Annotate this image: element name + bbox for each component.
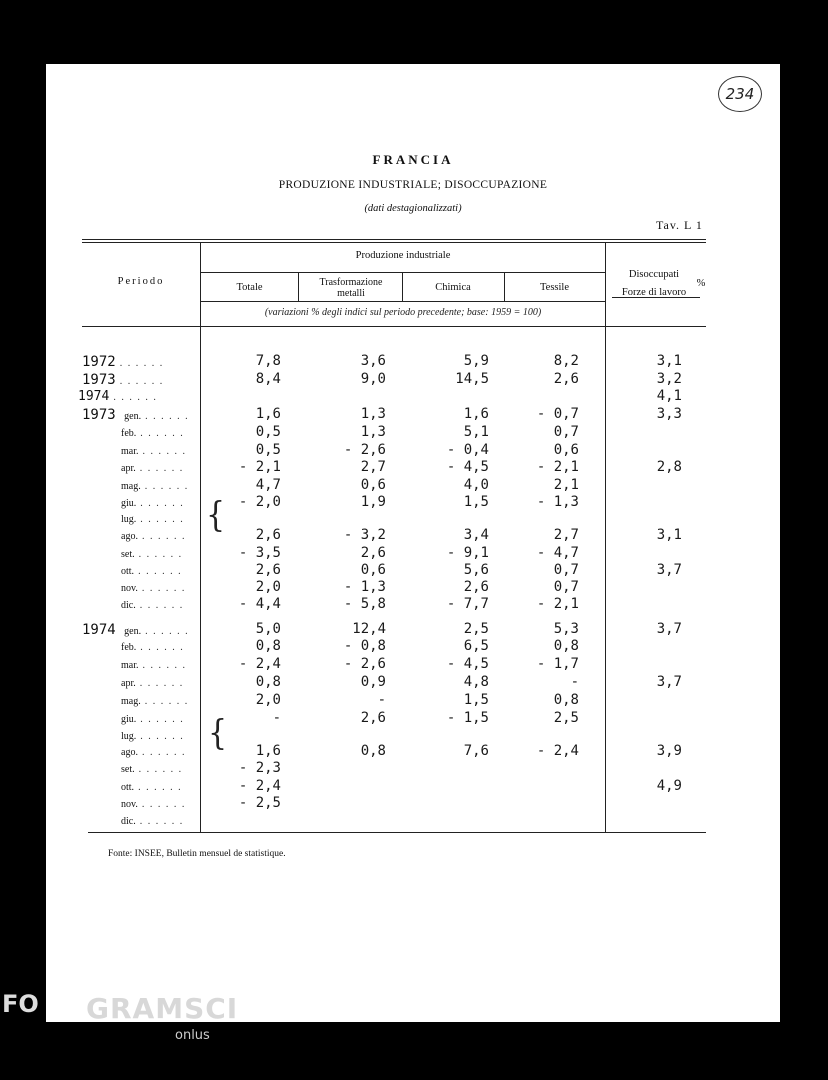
cell-trasf: 0,9 bbox=[360, 674, 386, 690]
row-year: 1972 bbox=[82, 354, 116, 370]
cell-trasf: 0,6 bbox=[360, 562, 386, 578]
row-month: feb. bbox=[121, 642, 137, 653]
cell-totale: - 2,1 bbox=[238, 459, 281, 475]
brace-1973-lug-ago: { bbox=[206, 495, 226, 536]
cell-tessile: - 2,1 bbox=[536, 459, 579, 475]
cell-disocc: 3,7 bbox=[656, 674, 682, 690]
cell-tessile: - 4,7 bbox=[536, 545, 579, 561]
cell-trasf: 2,7 bbox=[360, 459, 386, 475]
row-label bbox=[121, 799, 186, 810]
leader-dots: . . . . . . bbox=[109, 392, 158, 403]
row-label bbox=[78, 389, 157, 404]
leader-dots: . . . . . . bbox=[140, 696, 189, 707]
cell-totale: - 3,5 bbox=[238, 545, 281, 561]
cell-tessile: 8,2 bbox=[553, 353, 579, 369]
leader-dots: . . . . . . bbox=[141, 626, 190, 637]
row-month: giu. bbox=[121, 714, 137, 725]
cell-chimica: 2,5 bbox=[463, 621, 489, 637]
leader-dots: . . . . . . bbox=[136, 428, 185, 439]
col-divider-period bbox=[200, 242, 201, 832]
row-year: 1974 bbox=[82, 622, 125, 638]
row-label bbox=[121, 764, 183, 775]
row-label bbox=[121, 566, 182, 577]
cell-trasf: 1,3 bbox=[360, 424, 386, 440]
cell-chimica: 5,6 bbox=[463, 562, 489, 578]
cell-totale: 4,7 bbox=[255, 477, 281, 493]
cell-trasf: - bbox=[377, 692, 386, 708]
header-totale: Totale bbox=[236, 282, 263, 293]
header-periodo: Periodo bbox=[117, 276, 165, 287]
row-label bbox=[121, 678, 184, 689]
cell-trasf: 9,0 bbox=[360, 371, 386, 387]
row-month: apr. bbox=[121, 463, 136, 474]
row-label bbox=[121, 816, 184, 827]
row-label bbox=[121, 531, 186, 542]
row-month: set. bbox=[121, 764, 135, 775]
cell-chimica: 6,5 bbox=[463, 638, 489, 654]
top-rule bbox=[82, 239, 706, 240]
row-month: nov. bbox=[121, 799, 138, 810]
cell-chimica: 1,5 bbox=[463, 494, 489, 510]
leader-dots: . . . . . . bbox=[115, 358, 164, 369]
cell-trasf: 1,3 bbox=[360, 406, 386, 422]
leader-dots: . . . . . . bbox=[138, 446, 187, 457]
cell-totale: 2,6 bbox=[255, 562, 281, 578]
leader-dots: . . . . . . bbox=[138, 660, 187, 671]
cell-disocc: 4,1 bbox=[656, 388, 682, 404]
cell-chimica: 5,9 bbox=[463, 353, 489, 369]
country-title: FRANCIA bbox=[372, 152, 454, 167]
cell-chimica: - 0,4 bbox=[446, 442, 489, 458]
row-label bbox=[121, 498, 184, 509]
cell-totale: - 2,5 bbox=[238, 795, 281, 811]
row-month: mar. bbox=[121, 446, 139, 457]
cell-chimica: - 7,7 bbox=[446, 596, 489, 612]
row-month: lug. bbox=[121, 514, 137, 525]
cell-trasf: - 2,6 bbox=[343, 656, 386, 672]
cell-totale: - 2,4 bbox=[238, 778, 281, 794]
watermark-fo: FO bbox=[2, 990, 39, 1018]
cell-disocc: 3,1 bbox=[656, 527, 682, 543]
row-month: dic. bbox=[121, 816, 136, 827]
cell-tessile: 0,8 bbox=[553, 638, 579, 654]
variazioni-note: (variazioni % degli indici sul periodo precedente; base: 1959 = 100) bbox=[264, 307, 542, 318]
row-label bbox=[121, 549, 183, 560]
leader-dots: . . . . . . bbox=[135, 678, 184, 689]
cell-disocc: 3,7 bbox=[656, 562, 682, 578]
row-label bbox=[121, 481, 189, 492]
row-year: 1973 bbox=[82, 407, 125, 423]
cell-chimica: - 9,1 bbox=[446, 545, 489, 561]
cell-totale: 8,4 bbox=[255, 371, 281, 387]
cell-chimica: - 4,5 bbox=[446, 459, 489, 475]
row-label bbox=[121, 782, 182, 793]
cell-disocc: 3,3 bbox=[656, 406, 682, 422]
leader-dots: . . . . . . bbox=[134, 549, 183, 560]
cell-tessile: - bbox=[570, 674, 579, 690]
cell-totale: 0,5 bbox=[255, 424, 281, 440]
cell-tessile: 5,3 bbox=[553, 621, 579, 637]
row-label bbox=[121, 446, 187, 457]
row-month: gen. bbox=[124, 411, 142, 422]
leader-dots: . . . . . . bbox=[136, 498, 185, 509]
document-page bbox=[46, 64, 780, 1022]
leader-dots: . . . . . . bbox=[137, 583, 186, 594]
cell-disocc: 3,9 bbox=[656, 743, 682, 759]
cell-trasf: - 2,6 bbox=[343, 442, 386, 458]
row-month: mag. bbox=[121, 481, 141, 492]
row-month: gen. bbox=[124, 626, 142, 637]
cell-trasf: 1,9 bbox=[360, 494, 386, 510]
cell-totale: - 2,4 bbox=[238, 656, 281, 672]
row-month: apr. bbox=[121, 678, 136, 689]
cell-trasf: 3,6 bbox=[360, 353, 386, 369]
header-forze: Forze di lavoro bbox=[621, 287, 687, 298]
cell-chimica: 3,4 bbox=[463, 527, 489, 543]
leader-dots: . . . . . . bbox=[115, 376, 164, 387]
cell-tessile: 0,7 bbox=[553, 579, 579, 595]
row-label bbox=[121, 600, 184, 611]
row-year: 1973 bbox=[82, 372, 116, 388]
leader-dots: . . . . . . bbox=[135, 816, 184, 827]
source-note: Fonte: INSEE, Bulletin mensuel de statistique. bbox=[108, 849, 286, 859]
cell-chimica: 4,0 bbox=[463, 477, 489, 493]
header-chimica: Chimica bbox=[435, 282, 471, 293]
header-bottom-rule bbox=[82, 326, 706, 327]
leader-dots: . . . . . . bbox=[134, 782, 183, 793]
leader-dots: . . . . . . bbox=[135, 600, 184, 611]
row-label bbox=[82, 372, 164, 388]
row-month: ago. bbox=[121, 747, 138, 758]
cell-disocc: 2,8 bbox=[656, 459, 682, 475]
cell-trasf: 2,6 bbox=[360, 710, 386, 726]
row-label bbox=[82, 354, 164, 370]
cell-totale: 2,0 bbox=[255, 692, 281, 708]
cell-chimica: 1,5 bbox=[463, 692, 489, 708]
cell-chimica: - 4,5 bbox=[446, 656, 489, 672]
bottom-rule bbox=[88, 832, 706, 833]
leader-dots: . . . . . . bbox=[137, 747, 186, 758]
cell-tessile: 0,7 bbox=[553, 562, 579, 578]
row-label bbox=[121, 714, 184, 725]
row-month: lug. bbox=[121, 731, 137, 742]
row-label bbox=[82, 407, 189, 423]
header-produzione: Produzione industriale bbox=[355, 250, 451, 261]
row-label bbox=[121, 583, 186, 594]
cell-totale: 5,0 bbox=[255, 621, 281, 637]
cell-totale: - 2,3 bbox=[238, 760, 281, 776]
seasonal-note: (dati destagionalizzati) bbox=[364, 203, 462, 214]
row-month: mag. bbox=[121, 696, 141, 707]
cell-trasf: 12,4 bbox=[352, 621, 386, 637]
row-month: set. bbox=[121, 549, 135, 560]
header-trasformazione: Trasformazione metalli bbox=[319, 277, 383, 299]
leader-dots: . . . . . . bbox=[141, 411, 190, 422]
row-label bbox=[82, 622, 189, 638]
row-month: ago. bbox=[121, 531, 138, 542]
cell-totale: 0,8 bbox=[255, 638, 281, 654]
cell-totale: 1,6 bbox=[255, 406, 281, 422]
row-label bbox=[121, 514, 184, 525]
header-tessile: Tessile bbox=[539, 282, 569, 293]
leader-dots: . . . . . . bbox=[136, 514, 185, 525]
cell-totale: 1,6 bbox=[255, 743, 281, 759]
cell-tessile: - 1,7 bbox=[536, 656, 579, 672]
cell-tessile: 2,1 bbox=[553, 477, 579, 493]
row-month: giu. bbox=[121, 498, 137, 509]
row-year: 1974 bbox=[78, 389, 110, 404]
cell-chimica: - 1,5 bbox=[446, 710, 489, 726]
row-month: nov. bbox=[121, 583, 138, 594]
cell-totale: 7,8 bbox=[255, 353, 281, 369]
cell-trasf: - 1,3 bbox=[343, 579, 386, 595]
watermark-gramsci: GRAMSCI bbox=[86, 992, 239, 1025]
cell-totale: 0,8 bbox=[255, 674, 281, 690]
cell-tessile: - 2,1 bbox=[536, 596, 579, 612]
cell-tessile: 2,5 bbox=[553, 710, 579, 726]
row-month: ott. bbox=[121, 782, 135, 793]
top-rule-double bbox=[82, 242, 706, 243]
cell-chimica: 7,6 bbox=[463, 743, 489, 759]
leader-dots: . . . . . . bbox=[136, 714, 185, 725]
cell-totale: 2,0 bbox=[255, 579, 281, 595]
table-reference: Tav. L 1 bbox=[656, 218, 703, 232]
subheader-rule bbox=[201, 301, 605, 302]
header-percent: % bbox=[696, 278, 706, 289]
page-number-stamp: 234 bbox=[718, 76, 762, 112]
cell-trasf: - 3,2 bbox=[343, 527, 386, 543]
col-divider-1 bbox=[298, 272, 299, 302]
cell-tessile: - 0,7 bbox=[536, 406, 579, 422]
leader-dots: . . . . . . bbox=[140, 481, 189, 492]
group-rule bbox=[201, 272, 605, 273]
row-label bbox=[121, 428, 184, 439]
cell-disocc: 3,1 bbox=[656, 353, 682, 369]
cell-trasf: 0,6 bbox=[360, 477, 386, 493]
cell-trasf: - 5,8 bbox=[343, 596, 386, 612]
brace-1974-lug-ago: { bbox=[208, 713, 228, 754]
cell-chimica: 1,6 bbox=[463, 406, 489, 422]
leader-dots: . . . . . . bbox=[137, 531, 186, 542]
cell-totale: - bbox=[272, 710, 281, 726]
cell-totale: 2,6 bbox=[255, 527, 281, 543]
cell-disocc: 3,2 bbox=[656, 371, 682, 387]
leader-dots: . . . . . . bbox=[137, 799, 186, 810]
leader-dots: . . . . . . bbox=[136, 642, 185, 653]
row-label bbox=[121, 747, 186, 758]
cell-trasf: - 0,8 bbox=[343, 638, 386, 654]
cell-chimica: 2,6 bbox=[463, 579, 489, 595]
cell-chimica: 5,1 bbox=[463, 424, 489, 440]
row-label bbox=[121, 660, 187, 671]
cell-disocc: 4,9 bbox=[656, 778, 682, 794]
row-month: feb. bbox=[121, 428, 137, 439]
cell-trasf: 2,6 bbox=[360, 545, 386, 561]
cell-tessile: - 2,4 bbox=[536, 743, 579, 759]
leader-dots: . . . . . . bbox=[134, 764, 183, 775]
leader-dots: . . . . . . bbox=[135, 463, 184, 474]
cell-totale: - 4,4 bbox=[238, 596, 281, 612]
cell-disocc: 3,7 bbox=[656, 621, 682, 637]
leader-dots: . . . . . . bbox=[134, 566, 183, 577]
row-label bbox=[121, 696, 189, 707]
row-month: mar. bbox=[121, 660, 139, 671]
cell-totale: - 2,0 bbox=[238, 494, 281, 510]
cell-chimica: 14,5 bbox=[455, 371, 489, 387]
cell-tessile: 2,7 bbox=[553, 527, 579, 543]
cell-tessile: 0,8 bbox=[553, 692, 579, 708]
table-subtitle: PRODUZIONE INDUSTRIALE; DISOCCUPAZIONE bbox=[278, 179, 548, 191]
cell-chimica: 4,8 bbox=[463, 674, 489, 690]
row-label bbox=[121, 463, 184, 474]
header-disoccupati: Disoccupati bbox=[628, 269, 680, 280]
col-divider-disocc bbox=[605, 242, 606, 832]
cell-trasf: 0,8 bbox=[360, 743, 386, 759]
row-month: ott. bbox=[121, 566, 135, 577]
cell-tessile: - 1,3 bbox=[536, 494, 579, 510]
cell-tessile: 0,7 bbox=[553, 424, 579, 440]
cell-totale: 0,5 bbox=[255, 442, 281, 458]
cell-tessile: 2,6 bbox=[553, 371, 579, 387]
watermark-onlus: onlus bbox=[175, 1028, 210, 1043]
row-label bbox=[121, 731, 184, 742]
cell-tessile: 0,6 bbox=[553, 442, 579, 458]
leader-dots: . . . . . . bbox=[136, 731, 185, 742]
row-month: dic. bbox=[121, 600, 136, 611]
row-label bbox=[121, 642, 184, 653]
